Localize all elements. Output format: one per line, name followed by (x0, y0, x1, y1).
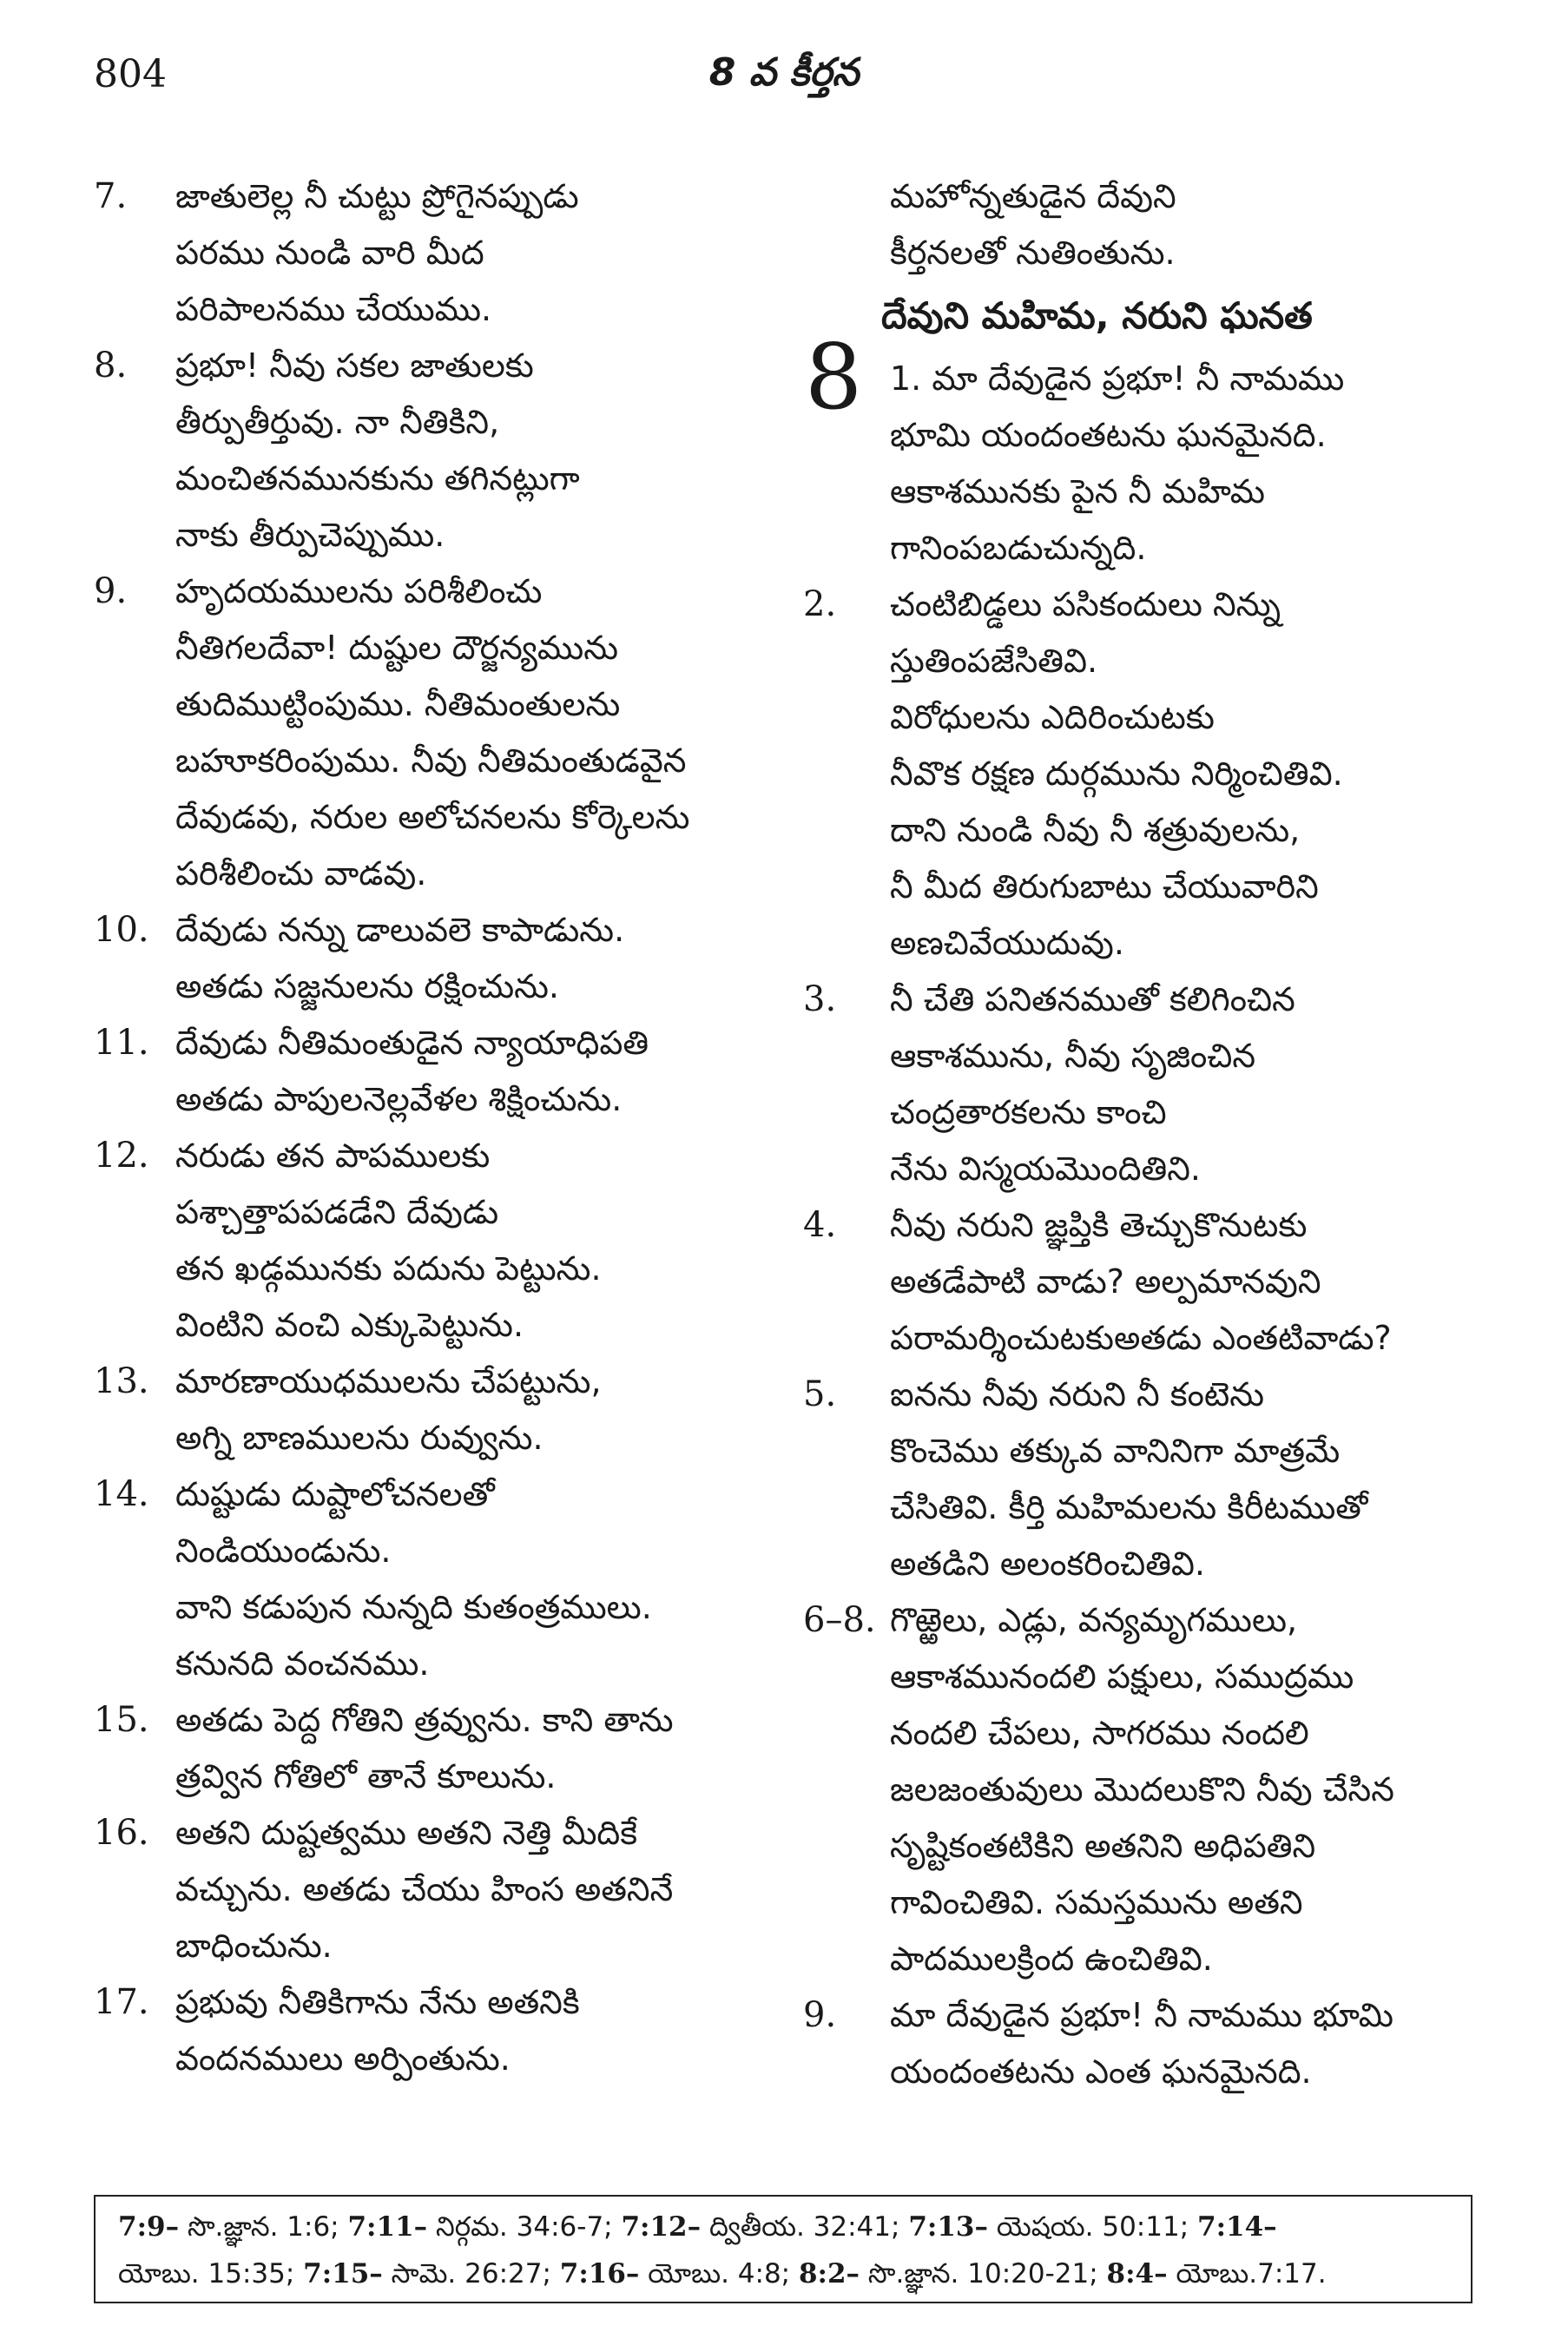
verse-text: కీర్తనలతో నుతింతును. (890, 234, 1176, 272)
right-column (803, 168, 1463, 2100)
section-title: దేవుని మహిమ, నరుని ఘనత (881, 294, 1313, 337)
verse-text: నరుడు తన పాపములకు (175, 1136, 491, 1175)
footnote-text: సొ.జ్ఞాన. 1:6; (179, 2211, 348, 2243)
footnote-reference: 7:11– (347, 2211, 428, 2243)
page-number: 804 (94, 52, 167, 96)
verse-text: పరము నుండి వారి మీద (175, 234, 484, 272)
footnote-reference: 8:4– (1106, 2258, 1168, 2289)
verse-line (94, 168, 771, 225)
verse-text: అణచివేయుదువు. (890, 924, 1124, 962)
verse-text: అతడు పాపులనెల్లవేళల శిక్షించును. (175, 1080, 623, 1118)
footnote-text: యోబు. 15:35; (118, 2258, 304, 2289)
verse-text: దాని నుండి నీవు నీ శత్రువులను, (890, 811, 1301, 849)
verse-text: జలజంతువులు మొదలుకొని నీవు చేసిన (890, 1770, 1394, 1808)
verse-number: 2. (803, 584, 837, 624)
verse-text: గావించితివి. సమస్తమును అతని (890, 1883, 1303, 1921)
verse-line (94, 733, 771, 789)
verse-text: యందంతటను ఎంత ఘనమైనది. (890, 2052, 1312, 2091)
verse-line (94, 451, 771, 507)
verse-line (94, 902, 771, 959)
verse-line (803, 633, 1463, 689)
verse-text: ఆకాశమునందలి పక్షులు, సముద్రము (890, 1657, 1354, 1696)
verse-line (803, 1084, 1463, 1141)
verse-number: 15. (94, 1700, 149, 1740)
verse-line (803, 859, 1463, 915)
verse-line (803, 1254, 1463, 1310)
verse-number: 4. (803, 1205, 837, 1245)
verse-text: వింటిని వంచి ఎక్కుపెట్టును. (175, 1306, 524, 1344)
verse-number: 7. (94, 176, 128, 216)
verse-line (94, 1354, 771, 1410)
verse-line (803, 1705, 1463, 1762)
verse-line (803, 520, 1463, 576)
verse-line (803, 1367, 1463, 1423)
verse-text: గొఱ్ఱెలు, ఎడ్లు, వన్యమృగములు, (890, 1601, 1298, 1639)
verse-line (803, 1479, 1463, 1536)
verse-text: కనునది వంచనము. (175, 1644, 430, 1683)
verse-line (94, 1071, 771, 1128)
verse-line (94, 563, 771, 620)
verse-text: నిండియుండును. (175, 1532, 392, 1570)
verse-text: అతడు పెద్ద గోతిని త్రవ్వును. కాని తాను (175, 1701, 674, 1739)
verse-text: తుదిముట్టింపుము. నీతిమంతులను (175, 685, 621, 723)
verse-text: నీవు నరుని జ్ఞప్తికి తెచ్చుకొనుటకు (890, 1206, 1308, 1244)
verse-number: 5. (803, 1374, 837, 1414)
verse-text: బాధించును. (175, 1927, 333, 1965)
verse-line (94, 959, 771, 1015)
verse-text: నీవొక రక్షణ దుర్గమును నిర్మించితివి. (890, 754, 1343, 793)
footnote-reference: 7:9– (118, 2211, 180, 2243)
verse-line (803, 1762, 1463, 1818)
verse-number: 16. (94, 1813, 149, 1853)
verse-number: 3. (803, 979, 837, 1019)
verse-text: ప్రభువు నీతికిగాను నేను అతనికి (175, 1983, 580, 2021)
verse-line (803, 689, 1463, 746)
verse-line (803, 1874, 1463, 1931)
verse-line (803, 1818, 1463, 1874)
footnote-text: యోబు. 4:8; (639, 2258, 799, 2289)
verse-text: నాకు తీర్పుచెప్పుము. (175, 516, 445, 554)
verse-line (94, 507, 771, 563)
verse-text: చంటిబిడ్డలు పసికందులు నిన్ను (890, 585, 1281, 623)
verse-text: స్తుతింపజేసితివి. (890, 642, 1098, 680)
verse-text: అతడిని అలంకరించితివి. (890, 1545, 1206, 1583)
verse-text: ప్రభూ! నీవు సకల జాతులకు (175, 346, 534, 385)
footnote-text: ద్వితీయ. 32:41; (701, 2211, 909, 2243)
verse-line (94, 338, 771, 394)
verse-line (803, 1931, 1463, 1987)
verse-text: బహూకరింపుము. నీవు నీతిమంతుడవైన (175, 741, 687, 780)
verse-line (803, 464, 1463, 520)
verse-text: దుష్టుడు దుష్టాలోచనలతో (175, 1475, 495, 1513)
footnote-text: యోబు.7:17. (1167, 2258, 1327, 2289)
footnote-line (118, 2204, 1448, 2250)
verse-line (94, 1128, 771, 1184)
verse-number: 10. (94, 910, 149, 950)
verse-line (94, 846, 771, 902)
verse-line (803, 1592, 1463, 1649)
verse-number: 12. (94, 1136, 149, 1176)
verse-line (94, 1015, 771, 1071)
verse-text: పశ్చాత్తాపపడడేని దేవుడు (175, 1193, 499, 1231)
verse-line (803, 1310, 1463, 1367)
verse-line (803, 1536, 1463, 1592)
verse-line (94, 2031, 771, 2087)
verse-line (94, 281, 771, 338)
verse-line (803, 576, 1463, 633)
verse-text: సృష్టికంతటికిని అతనిని అధిపతిని (890, 1827, 1316, 1865)
verse-line (803, 1649, 1463, 1705)
verse-line (803, 802, 1463, 859)
verse-line (94, 1692, 771, 1749)
verse-text: ఐనను నీవు నరుని నీ కంటెను (890, 1375, 1265, 1413)
verse-line (803, 1987, 1463, 2044)
running-title: 8 వ కీర్తన (708, 50, 860, 95)
psalm-number: 8 (805, 324, 863, 430)
verse-text: మారణాయుధములను చేపట్టును, (175, 1362, 602, 1400)
verse-text: నందలి చేపలు, సాగరము నందలి (890, 1714, 1309, 1752)
verse-text: దేవుడు నీతిమంతుడైన న్యాయాధిపతి (175, 1024, 649, 1062)
verse-number: 9. (94, 571, 128, 611)
verse-text: దేవుడవు, నరుల అలోచనలను కోర్కెలను (175, 798, 690, 836)
verse-number: 14. (94, 1474, 149, 1514)
verse-text: 1. మా దేవుడైన ప్రభూ! నీ నామము (890, 359, 1345, 398)
verse-text: కొంచెము తక్కువ వానినిగా మాత్రమే (890, 1432, 1341, 1470)
verse-text: ఆకాశమును, నీవు సృజించిన (890, 1037, 1256, 1075)
verse-line (94, 1918, 771, 1974)
verse-text: జాతులెల్ల నీ చుట్టు ప్రోగైనప్పుడు (175, 177, 579, 215)
verse-line (94, 789, 771, 846)
verse-text: మా దేవుడైన ప్రభూ! నీ నామము భూమి (890, 1996, 1393, 2034)
verse-text: పరిపాలనము చేయుము. (175, 290, 492, 328)
verse-text: మహోన్నతుడైన దేవుని (890, 177, 1176, 215)
verse-line (94, 1861, 771, 1918)
verse-text: అతని దుష్టత్వము అతని నెత్తి మీదికే (175, 1814, 638, 1852)
footnote-reference: 7:12– (621, 2211, 702, 2243)
verse-line (94, 620, 771, 676)
footnote-text: యెషయ. 50:11; (987, 2211, 1198, 2243)
verse-line (803, 407, 1463, 464)
verse-text: పాదములక్రింద ఉంచితివి. (890, 1940, 1213, 1978)
left-column (94, 168, 771, 2087)
verse-line (94, 1579, 771, 1636)
verse-line (803, 1028, 1463, 1084)
verse-text: భూమి యందంతటను ఘనమైనది. (890, 416, 1327, 454)
verse-number: 6–8. (803, 1600, 876, 1640)
verse-line (803, 915, 1463, 972)
verse-number: 17. (94, 1982, 149, 2022)
verse-text: నీతిగలదేవా! దుష్టుల దౌర్జన్యమును (175, 629, 619, 667)
footnote-text: సామె. 26:27; (382, 2258, 560, 2289)
verse-line (803, 1141, 1463, 1197)
verse-text: అతడేపాటి వాడు? అల్పమానవుని (890, 1262, 1321, 1301)
verse-text: తీర్పుతీర్తువు. నా నీతికిని, (175, 403, 500, 441)
verse-text: త్రవ్విన గోతిలో తానే కూలును. (175, 1757, 557, 1795)
verse-number: 9. (803, 1995, 837, 2035)
footnote-reference: 7:14– (1197, 2211, 1277, 2243)
verse-line (803, 1197, 1463, 1254)
verse-line (94, 1466, 771, 1523)
footnote-text: నిర్గమ. 34:6-7; (427, 2211, 622, 2243)
verse-text: చంద్రతారకలను కాంచి (890, 1093, 1167, 1131)
verse-text: చేసితివి. కీర్తి మహిమలను కిరీటముతో (890, 1488, 1368, 1526)
verse-number: 8. (94, 346, 128, 385)
verse-text: విరోధులను ఎదిరించుటకు (890, 698, 1215, 736)
verse-text: పరిశీలించు వాడవు. (175, 854, 427, 893)
verse-text: నీ చేతి పనితనముతో కలిగించిన (890, 980, 1295, 1018)
verse-text: మంచితనమునకును తగినట్లుగా (175, 459, 580, 497)
verse-text: నేను విస్మయమొందితిని. (890, 1150, 1201, 1188)
verse-line (803, 1423, 1463, 1479)
verse-text: దేవుడు నన్ను డాలువలె కాపాడును. (175, 911, 625, 949)
footnote-box (94, 2195, 1472, 2303)
footnote-reference: 8:2– (798, 2258, 860, 2289)
verse-line (94, 1636, 771, 1692)
verse-text: అతడు సజ్జనులను రక్షించును. (175, 967, 560, 1005)
verse-line (94, 676, 771, 733)
verse-line (94, 394, 771, 451)
verse-line (803, 972, 1463, 1028)
verse-line (94, 225, 771, 281)
verse-line (94, 1184, 771, 1241)
verse-text: ఆకాశమునకు పైన నీ మహిమ (890, 472, 1265, 511)
footnote-text: సొ.జ్ఞాన. 10:20-21; (860, 2258, 1107, 2289)
footnote-reference: 7:13– (908, 2211, 988, 2243)
verse-line (803, 746, 1463, 802)
verse-text: పరామర్శించుటకుఅతడు ఎంతటివాడు? (890, 1319, 1392, 1357)
verse-text: నీ మీద తిరుగుబాటు చేయువారిని (890, 867, 1319, 906)
verse-line (94, 1523, 771, 1579)
verse-text: వందనములు అర్పింతును. (175, 2039, 511, 2078)
verse-line (94, 1749, 771, 1805)
verse-text: వాని కడుపున నున్నది కుతంత్రములు. (175, 1588, 652, 1626)
verse-text: అగ్ని బాణములను రువ్వును. (175, 1419, 544, 1457)
verse-text: గానింపబడుచున్నది. (890, 529, 1147, 567)
verse-line (94, 1241, 771, 1297)
footnote-reference: 7:15– (303, 2258, 383, 2289)
verse-text: తన ఖడ్గమునకు పదును పెట్టును. (175, 1249, 602, 1288)
verse-line (94, 1805, 771, 1861)
footnote-line (118, 2250, 1448, 2297)
verse-line (803, 168, 1463, 225)
verse-line (94, 1297, 771, 1354)
verse-text: వచ్చును. అతడు చేయు హింస అతనినే (175, 1870, 674, 1908)
right-verse-lines (803, 407, 1463, 2100)
verse-line (94, 1974, 771, 2031)
verse-number: 11. (94, 1023, 149, 1063)
verse-line (803, 2044, 1463, 2100)
footnote-reference: 7:16– (559, 2258, 640, 2289)
verse-line (94, 1410, 771, 1466)
psalm-start (803, 324, 1463, 430)
verse-line (803, 225, 1463, 281)
verse-number: 13. (94, 1361, 149, 1401)
verse-text: హృదయములను పరిశీలించు (175, 572, 543, 610)
